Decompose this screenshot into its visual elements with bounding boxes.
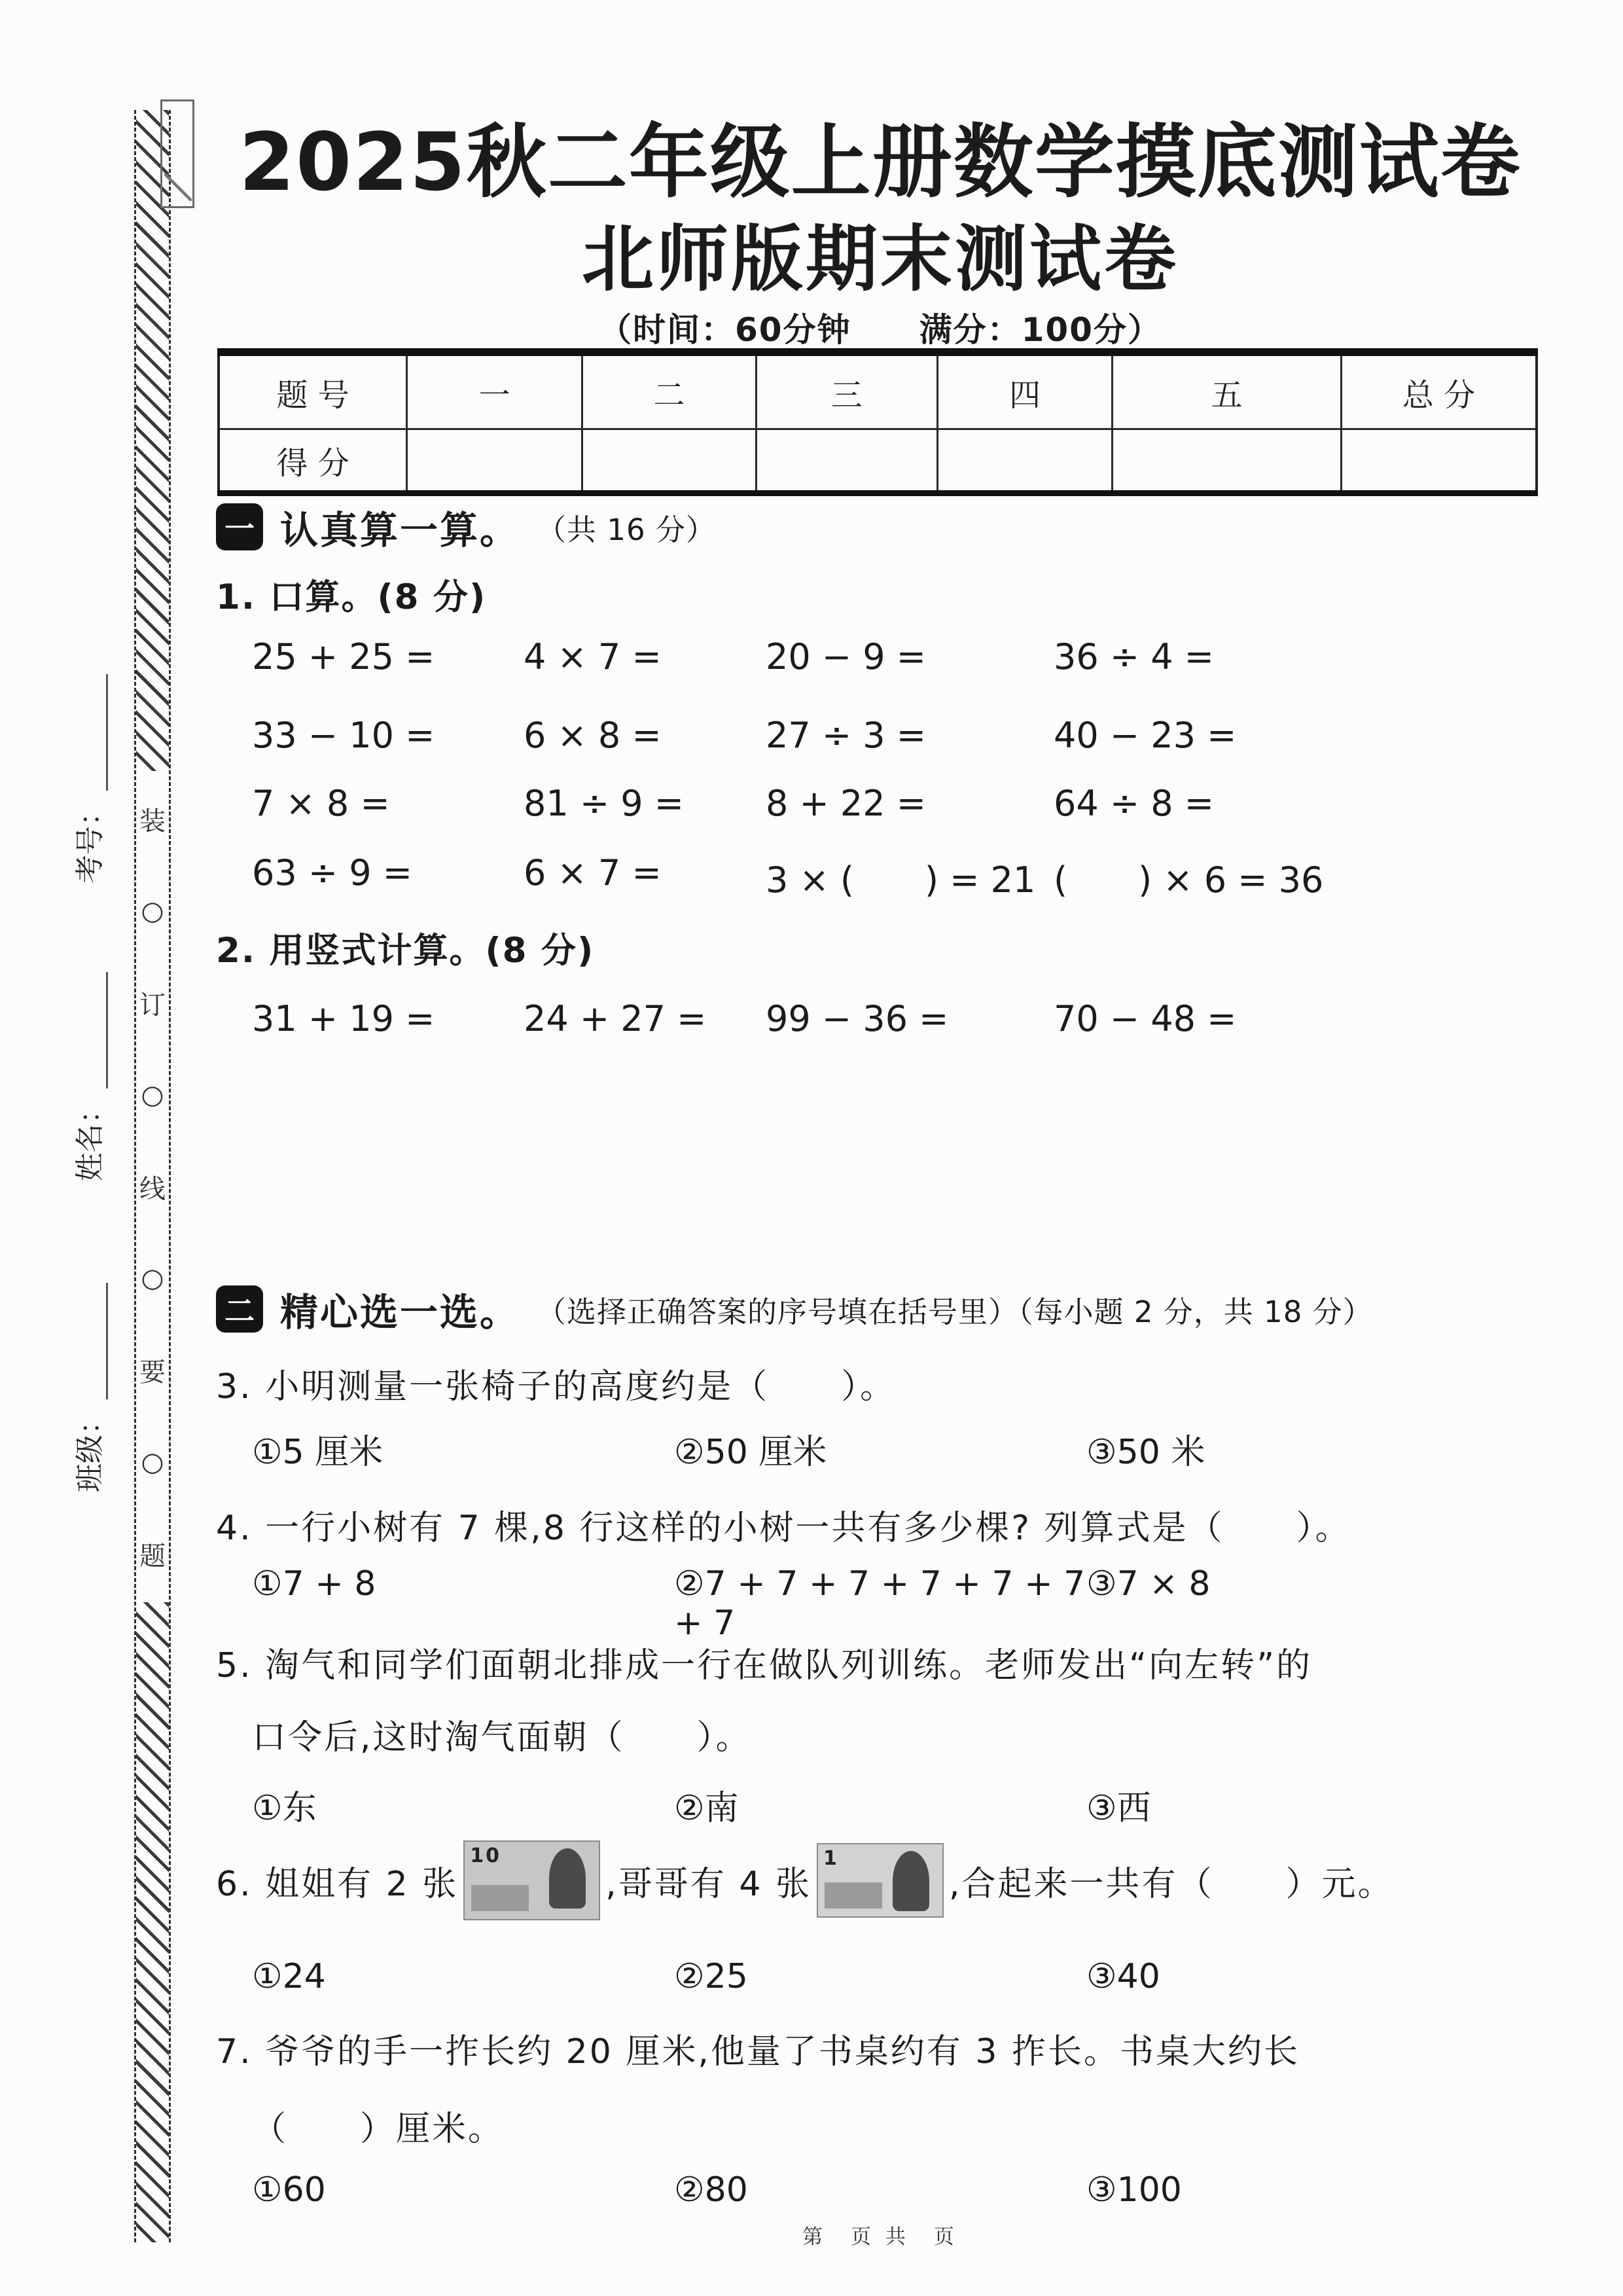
banknote-band — [471, 1885, 529, 1911]
hatch-pattern-top — [136, 110, 169, 771]
calc-problem: 20 − 9 = — [766, 636, 927, 677]
col-four: 四 — [937, 352, 1112, 429]
class-blank — [81, 1283, 108, 1399]
col-one: 一 — [406, 352, 582, 429]
score-cell-empty — [1113, 429, 1342, 493]
calc-problem: 24 + 27 = — [524, 998, 707, 1039]
calc-problem: 81 ÷ 9 = — [524, 783, 685, 824]
question6-text-prefix: 6. 姐姐有 2 张 — [216, 1864, 459, 1904]
col-three: 三 — [756, 352, 937, 429]
class-field — [75, 1283, 108, 1492]
calc-problem: 64 ÷ 8 = — [1054, 783, 1215, 824]
banknote-portrait — [549, 1848, 586, 1909]
student-name-label: 姓名： — [73, 1095, 107, 1181]
section2-badge: 二 — [216, 1285, 263, 1333]
vertical-calc-row — [216, 998, 1580, 1039]
strip-char: 订 — [139, 990, 166, 1020]
hatch-pattern-bottom — [136, 1602, 169, 2242]
section1-points: （共 16 分） — [537, 512, 716, 547]
strip-char: ○ — [141, 1447, 164, 1478]
question2-label: 2. 用竖式计算。(8 分) — [216, 931, 595, 971]
checkbox-mark-icon — [160, 99, 194, 208]
calc-problem: 8 + 22 = — [766, 783, 927, 824]
exam-number-label: 考号： — [73, 797, 107, 884]
calc-problem: 31 + 19 = — [252, 998, 435, 1039]
strip-char: 题 — [139, 1541, 166, 1571]
calc-problem: 36 ÷ 4 = — [1054, 636, 1215, 677]
strip-char: 要 — [139, 1357, 166, 1388]
calc-problem: 70 − 48 = — [1054, 998, 1237, 1039]
question6-text-suffix: ,合起来一共有（ ）元。 — [948, 1864, 1394, 1904]
oral-calc-row1 — [216, 636, 1580, 677]
question3-options — [216, 1424, 1580, 1473]
question6-text-mid: ,哥哥有 4 张 — [605, 1864, 812, 1904]
calc-problem: 63 ÷ 9 = — [252, 852, 413, 893]
option-3: ③50 米 — [1086, 1433, 1205, 1472]
option-1: ①60 — [252, 2170, 326, 2210]
calc-problem: 27 ÷ 3 = — [766, 715, 927, 756]
score-cell-empty — [406, 429, 582, 493]
calc-problem: ( ) × 6 = 36 — [1054, 859, 1324, 901]
page-footer: 第 页 共 页 — [802, 2225, 958, 2249]
binding-line-vertical-text — [136, 771, 169, 1602]
page-subtitle: 北师版期末测试卷 — [582, 217, 1179, 301]
question7-options — [216, 2170, 1580, 2210]
score-cell-empty — [756, 429, 937, 493]
seal-binding-strip — [134, 110, 171, 2242]
question-number-header: 题 号 — [219, 352, 406, 429]
option-3: ③40 — [1086, 1957, 1160, 1996]
option-2: ②7 + 7 + 7 + 7 + 7 + 7 + 7 — [674, 1564, 1086, 1643]
table-row — [219, 352, 1537, 429]
option-2: ②50 厘米 — [674, 1433, 827, 1472]
oral-calc-row4 — [216, 852, 1580, 903]
exam-number-field — [75, 674, 108, 884]
option-2: ②80 — [674, 2170, 748, 2210]
calc-problem: 6 × 7 = — [524, 852, 662, 893]
strip-char: ○ — [141, 1263, 164, 1294]
col-two: 二 — [582, 352, 756, 429]
class-label: 班级： — [73, 1406, 107, 1492]
question3-stem: 3. 小明测量一张椅子的高度约是（ ）。 — [216, 1367, 897, 1407]
banknote-10-yuan-image — [463, 1840, 600, 1920]
section1-title: 认真算一算。 — [280, 508, 520, 552]
score-table — [217, 348, 1538, 496]
question1-label: 1. 口算。(8 分) — [216, 577, 487, 617]
calc-problem: 33 − 10 = — [252, 715, 435, 756]
question4-stem: 4. 一行小树有 7 棵,8 行这样的小树一共有多少棵? 列算式是（ ）。 — [216, 1509, 1351, 1548]
question5-stem-line1: 5. 淘气和同学们面朝北排成一行在做队列训练。老师发出“向左转”的 — [216, 1646, 1313, 1685]
oral-calc-row3 — [216, 783, 1580, 824]
col-five: 五 — [1113, 352, 1342, 429]
question6-options — [216, 1957, 1580, 1996]
calc-problem: 6 × 8 = — [524, 715, 662, 756]
strip-char: ○ — [141, 1079, 164, 1110]
section2-title: 精心选一选。 — [280, 1290, 520, 1335]
calc-problem: 3 × ( ) = 21 — [766, 859, 1036, 901]
student-name-blank — [81, 972, 108, 1088]
section2-header — [216, 1282, 1544, 1336]
banknote-denomination: 1 — [823, 1847, 839, 1870]
page-title: 2025秋二年级上册数学摸底测试卷 — [239, 116, 1522, 209]
strip-char: ○ — [141, 895, 164, 926]
question5-stem-line2: 口令后,这时淘气面朝（ ）。 — [252, 1718, 752, 1757]
time-score-info: （时间：60分钟 满分：100分） — [599, 311, 1162, 349]
calc-problem: 4 × 7 = — [524, 636, 662, 677]
option-2: ②南 — [674, 1789, 739, 1828]
score-cell-empty — [937, 429, 1112, 493]
option-3: ③西 — [1086, 1789, 1151, 1828]
banknote-band — [825, 1882, 882, 1909]
student-name-field — [75, 972, 108, 1181]
col-total: 总 分 — [1341, 352, 1537, 429]
strip-char: 装 — [139, 806, 166, 836]
oral-calc-row2 — [216, 715, 1580, 756]
option-2: ②25 — [674, 1957, 748, 1996]
option-1: ①7 + 8 — [252, 1564, 376, 1604]
section1-badge: 一 — [216, 503, 263, 550]
calc-problem: 7 × 8 = — [252, 783, 390, 824]
question7-stem-line1: 7. 爷爷的手一拃长约 20 厘米,他量了书桌约有 3 拃长。书桌大约长 — [216, 2032, 1300, 2072]
banknote-denomination: 10 — [470, 1844, 502, 1867]
question7-stem-line2: （ ）厘米。 — [252, 2109, 505, 2149]
option-1: ①东 — [252, 1789, 317, 1828]
section1-header — [216, 499, 1544, 554]
section2-points: （选择正确答案的序号填在括号里）（每小题 2 分，共 18 分） — [537, 1294, 1373, 1329]
exam-number-blank — [81, 674, 108, 791]
score-row-label: 得 分 — [219, 429, 406, 493]
option-3: ③7 × 8 — [1086, 1564, 1211, 1604]
question6-stem — [216, 1840, 1544, 1920]
question5-options — [216, 1780, 1580, 1829]
option-1: ①24 — [252, 1957, 326, 1996]
banknote-portrait — [893, 1851, 929, 1911]
calc-problem: 40 − 23 = — [1054, 715, 1237, 756]
option-3: ③100 — [1086, 2170, 1182, 2210]
option-1: ①5 厘米 — [252, 1433, 383, 1472]
score-cell-empty — [582, 429, 756, 493]
strip-char: 线 — [139, 1174, 166, 1204]
calc-problem: 99 − 36 = — [766, 998, 949, 1039]
score-cell-empty — [1341, 429, 1537, 493]
question4-options — [216, 1564, 1580, 1643]
calc-problem: 25 + 25 = — [252, 636, 435, 677]
table-row — [219, 429, 1537, 493]
banknote-1-yuan-image — [817, 1843, 944, 1918]
